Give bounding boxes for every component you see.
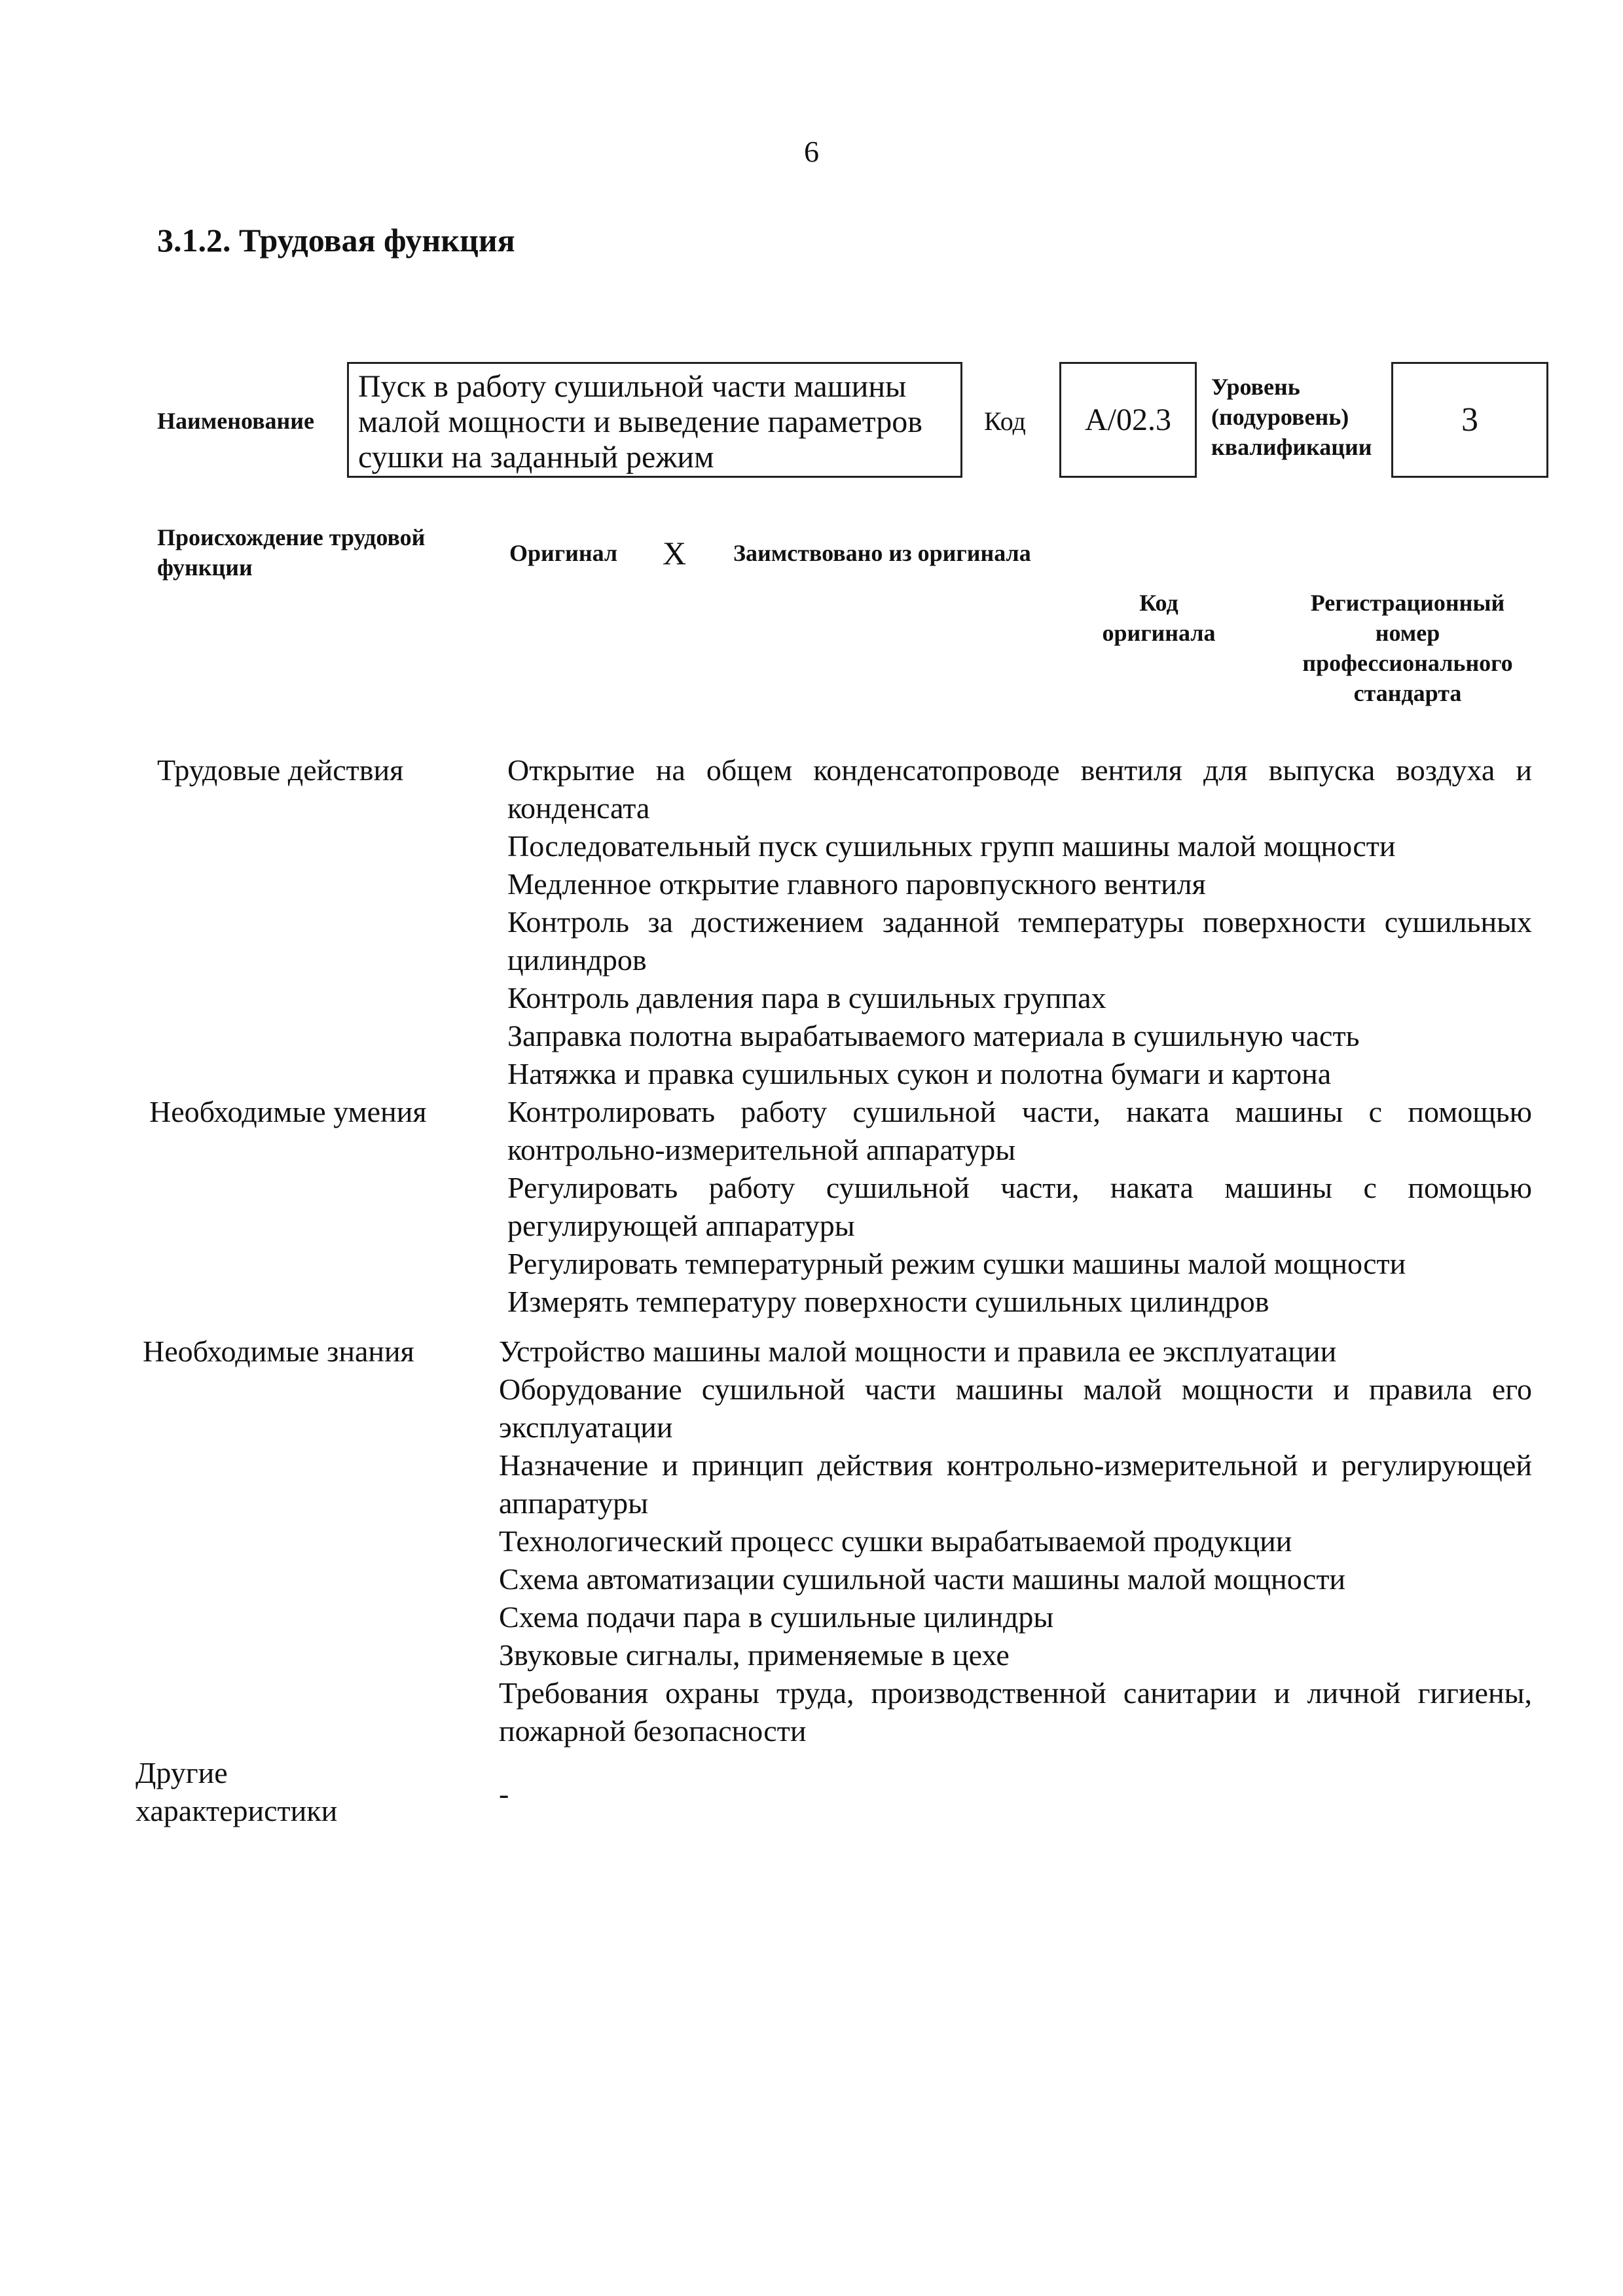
code-original-line: Код <box>1139 590 1178 616</box>
original-label: Оригинал <box>509 540 618 566</box>
list-item: Контроль давления пара в сушильных группах <box>507 981 1106 1014</box>
reg-number-line: номер <box>1375 620 1440 646</box>
function-name-box <box>347 362 962 478</box>
list-item: Натяжка и правка сушильных сукон и полотна бумаги и картона <box>507 1057 1332 1090</box>
list-item: Оборудование сушильной части машины малой мощности и правила его эксплуатации <box>499 1372 1532 1444</box>
list-item: Регулировать работу сушильной части, наката машины с помощью регулирующей аппаратуры <box>507 1171 1532 1242</box>
code-box <box>1059 362 1197 478</box>
level-label-line: квалификации <box>1211 434 1372 460</box>
list-item: Звуковые сигналы, применяемые в цехе <box>499 1638 1010 1672</box>
reg-number-line: Регистрационный <box>1310 590 1505 616</box>
reg-number-line: стандарта <box>1353 680 1462 706</box>
list-item: Контролировать работу сушильной части, наката машины с помощью контрольно-измерительной аппаратуры <box>507 1095 1532 1166</box>
list-item: Медленное открытие главного паровпускного вентиля <box>507 867 1206 901</box>
borrowed-label: Заимствовано из оригинала <box>733 540 1031 566</box>
reg-number-label <box>1264 588 1552 708</box>
origin-label-line: функции <box>157 554 253 581</box>
list-item: Заправка полотна вырабатываемого материала в сушильную часть <box>507 1019 1360 1052</box>
list-item: Устройство машины малой мощности и правила ее эксплуатации <box>499 1335 1337 1368</box>
skills-list <box>507 1093 1532 1321</box>
skills-label: Необходимые умения <box>149 1095 427 1128</box>
origin-label <box>157 522 425 583</box>
code-value: А/02.3 <box>1085 403 1171 437</box>
code-original-label <box>1074 588 1244 648</box>
knowledge-label: Необходимые знания <box>143 1335 414 1368</box>
level-box <box>1391 362 1548 478</box>
code-label: Код <box>984 406 1026 436</box>
other-label-line: Другие <box>136 1756 228 1789</box>
origin-label-line: Происхождение трудовой <box>157 524 426 550</box>
list-item: Требования охраны труда, производственной санитарии и личной гигиены, пожарной безопасности <box>499 1676 1532 1748</box>
page-number: 6 <box>804 135 819 168</box>
code-original-line: оригинала <box>1102 620 1216 646</box>
list-item: Открытие на общем конденсатопроводе вентиля для выпуска воздуха и конденсата <box>507 753 1532 825</box>
knowledge-list <box>499 1333 1532 1750</box>
actions-label: Трудовые действия <box>157 753 404 787</box>
list-item: Технологический процесс сушки вырабатываемой продукции <box>499 1524 1292 1558</box>
list-item: Схема автоматизации сушильной части машины малой мощности <box>499 1562 1346 1596</box>
function-name-value: Пуск в работу сушильной части машины малой мощности и выведение параметров сушки на заданный режим <box>358 369 922 475</box>
other-label <box>136 1754 337 1830</box>
list-item: Назначение и принцип действия контрольно-измерительной и регулирующей аппаратуры <box>499 1448 1532 1520</box>
level-label-line: Уровень <box>1211 374 1300 400</box>
list-item: Регулировать температурный режим сушки машины малой мощности <box>507 1247 1406 1280</box>
name-label: Наименование <box>157 408 314 434</box>
section-title: 3.1.2. Трудовая функция <box>157 222 515 259</box>
list-item: Последовательный пуск сушильных групп машины малой мощности <box>507 829 1396 863</box>
other-value: - <box>499 1777 509 1810</box>
level-label <box>1211 372 1372 462</box>
actions-list <box>507 751 1532 1093</box>
reg-number-line: профессионального <box>1302 650 1513 676</box>
level-value: 3 <box>1461 401 1478 439</box>
list-item: Измерять температуру поверхности сушильных цилиндров <box>507 1285 1269 1318</box>
level-label-line: (подуровень) <box>1211 404 1349 430</box>
list-item: Схема подачи пара в сушильные цилиндры <box>499 1600 1054 1634</box>
original-mark: X <box>663 535 687 571</box>
list-item: Контроль за достижением заданной температуры поверхности сушильных цилиндров <box>507 905 1532 977</box>
other-label-line: характеристики <box>136 1794 338 1827</box>
